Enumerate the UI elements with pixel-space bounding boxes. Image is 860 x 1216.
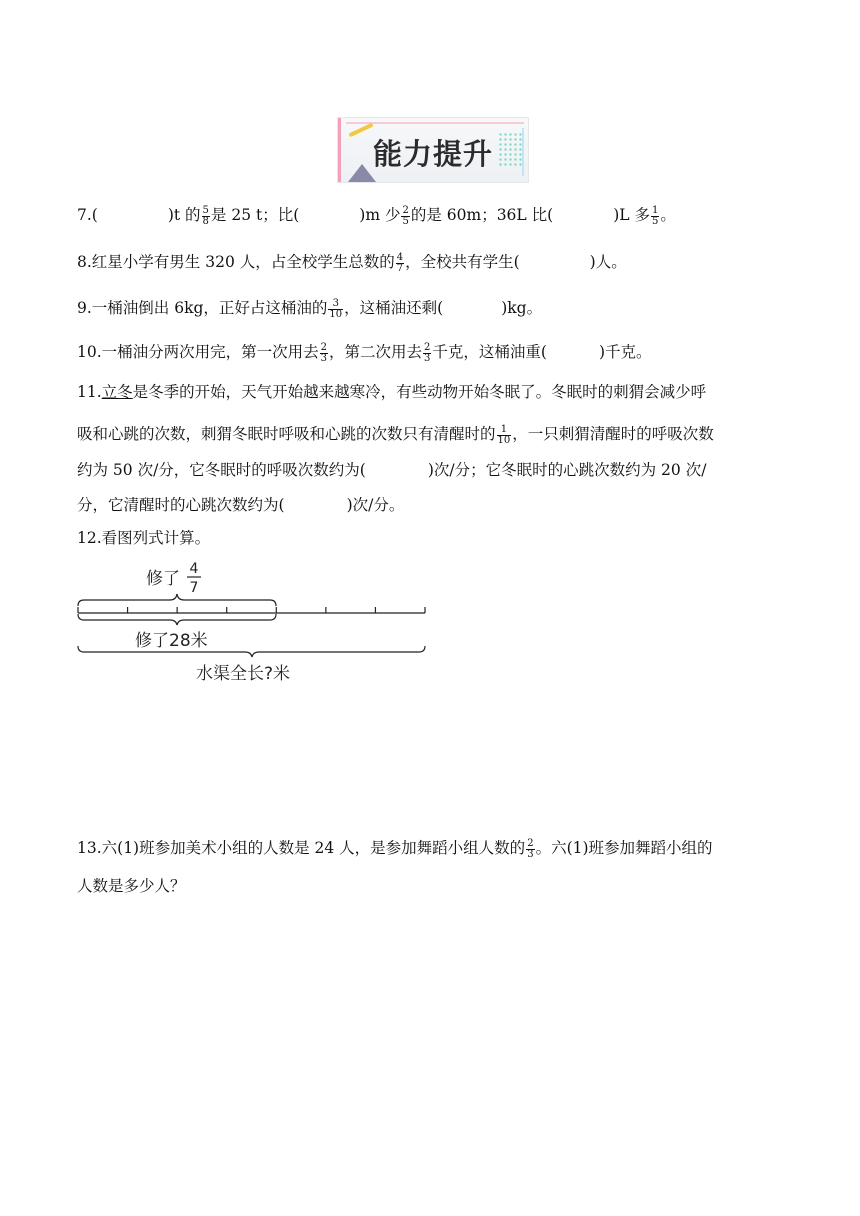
q7-text: )t 的: [167, 206, 201, 224]
fraction: $\frac{2}{3}$: [320, 341, 328, 364]
tick-marks: [78, 607, 425, 613]
q11-text: )次/分；它冬眠时的心跳次数约为 20 次/: [427, 461, 707, 479]
question-11-line-1: [77, 382, 706, 402]
banner-title: 能力提升: [372, 137, 493, 171]
q7-text: )m 少: [359, 206, 401, 224]
q7-text: 是 25 t；比(: [210, 206, 300, 224]
q7-text: 的是 60m；36L 比(: [410, 206, 554, 224]
q11-text: ，一只刺猬清醒时的呼吸次数: [512, 425, 714, 443]
question-13-line-2: [77, 876, 186, 896]
bottom-label: 水渠全长?米: [196, 664, 291, 684]
q10-text: 10.一桶油分两次用完，第一次用去: [77, 343, 319, 361]
q13-text: 人数是多少人？: [77, 877, 186, 895]
q10-text: ，第二次用去: [329, 343, 423, 361]
question-11-line-3: [77, 460, 706, 480]
q11-term: 立冬: [101, 383, 133, 401]
middle-brace: [78, 614, 276, 625]
q12-text: 12.看图列式计算。: [77, 529, 211, 547]
q7-text: 。: [660, 206, 676, 224]
q10-text: 千克，这桶油重(: [432, 343, 547, 361]
fraction: $\frac{4}{7}$: [396, 251, 404, 274]
q11-number: 11.: [77, 383, 102, 401]
question-12: [77, 528, 210, 548]
middle-label: 修了28米: [135, 631, 208, 651]
q13-text: 。六(1)班参加舞蹈小组的: [535, 839, 713, 857]
top-label: 修了: [146, 569, 180, 589]
fraction: $\frac{5}{8}$: [202, 204, 209, 227]
fraction: $\frac{2}{5}$: [402, 204, 409, 227]
top-brace: [78, 594, 276, 606]
segment-diagram: [70, 556, 440, 690]
bottom-brace: [78, 646, 425, 657]
question-9: [77, 298, 542, 320]
top-frac-num: 4: [189, 561, 199, 577]
q9-text: ，这桶油还剩(: [344, 299, 444, 317]
fraction: $\frac{2}{3}$: [527, 837, 534, 860]
q7-text: 7.(: [77, 206, 98, 224]
question-8: [77, 252, 627, 274]
q8-text: 8.红星小学有男生 320 人，占全校学生总数的: [77, 253, 395, 271]
question-10: [77, 342, 652, 364]
question-11-line-2: [77, 424, 714, 446]
fraction: $\frac{3}{10}$: [329, 297, 343, 320]
q11-text: 分，它清醒时的心跳次数约为(: [77, 496, 285, 514]
q9-text: )kg。: [501, 299, 543, 317]
q9-text: 9.一桶油倒出 6kg，正好占这桶油的: [77, 299, 328, 317]
q11-text: )次/分。: [346, 496, 405, 514]
section-banner: [337, 117, 529, 183]
top-frac-den: 7: [189, 580, 199, 596]
q7-text: )L 多: [613, 206, 650, 224]
q13-text: 13.六(1)班参加美术小组的人数是 24 人，是参加舞蹈小组人数的: [77, 839, 526, 857]
question-11-line-4: [77, 495, 404, 515]
fraction: $\frac{2}{3}$: [424, 341, 431, 364]
fraction: $\frac{1}{10}$: [497, 423, 511, 446]
q10-text: )千克。: [598, 343, 652, 361]
q8-text: ，全校共有学生(: [405, 253, 520, 271]
q8-text: )人。: [589, 253, 627, 271]
q11-text: 吸和心跳的次数，刺猬冬眠时呼吸和心跳的次数只有清醒时的: [77, 425, 496, 443]
q11-text: 约为 50 次/分，它冬眠时的呼吸次数约为(: [77, 461, 366, 479]
fraction: $\frac{1}{5}$: [651, 204, 659, 227]
question-13-line-1: [77, 838, 713, 860]
question-7: [77, 205, 676, 227]
q11-text: 是冬季的开始，天气开始越来越寒冷，有些动物开始冬眠了。冬眠时的刺猬会减少呼: [132, 383, 707, 401]
